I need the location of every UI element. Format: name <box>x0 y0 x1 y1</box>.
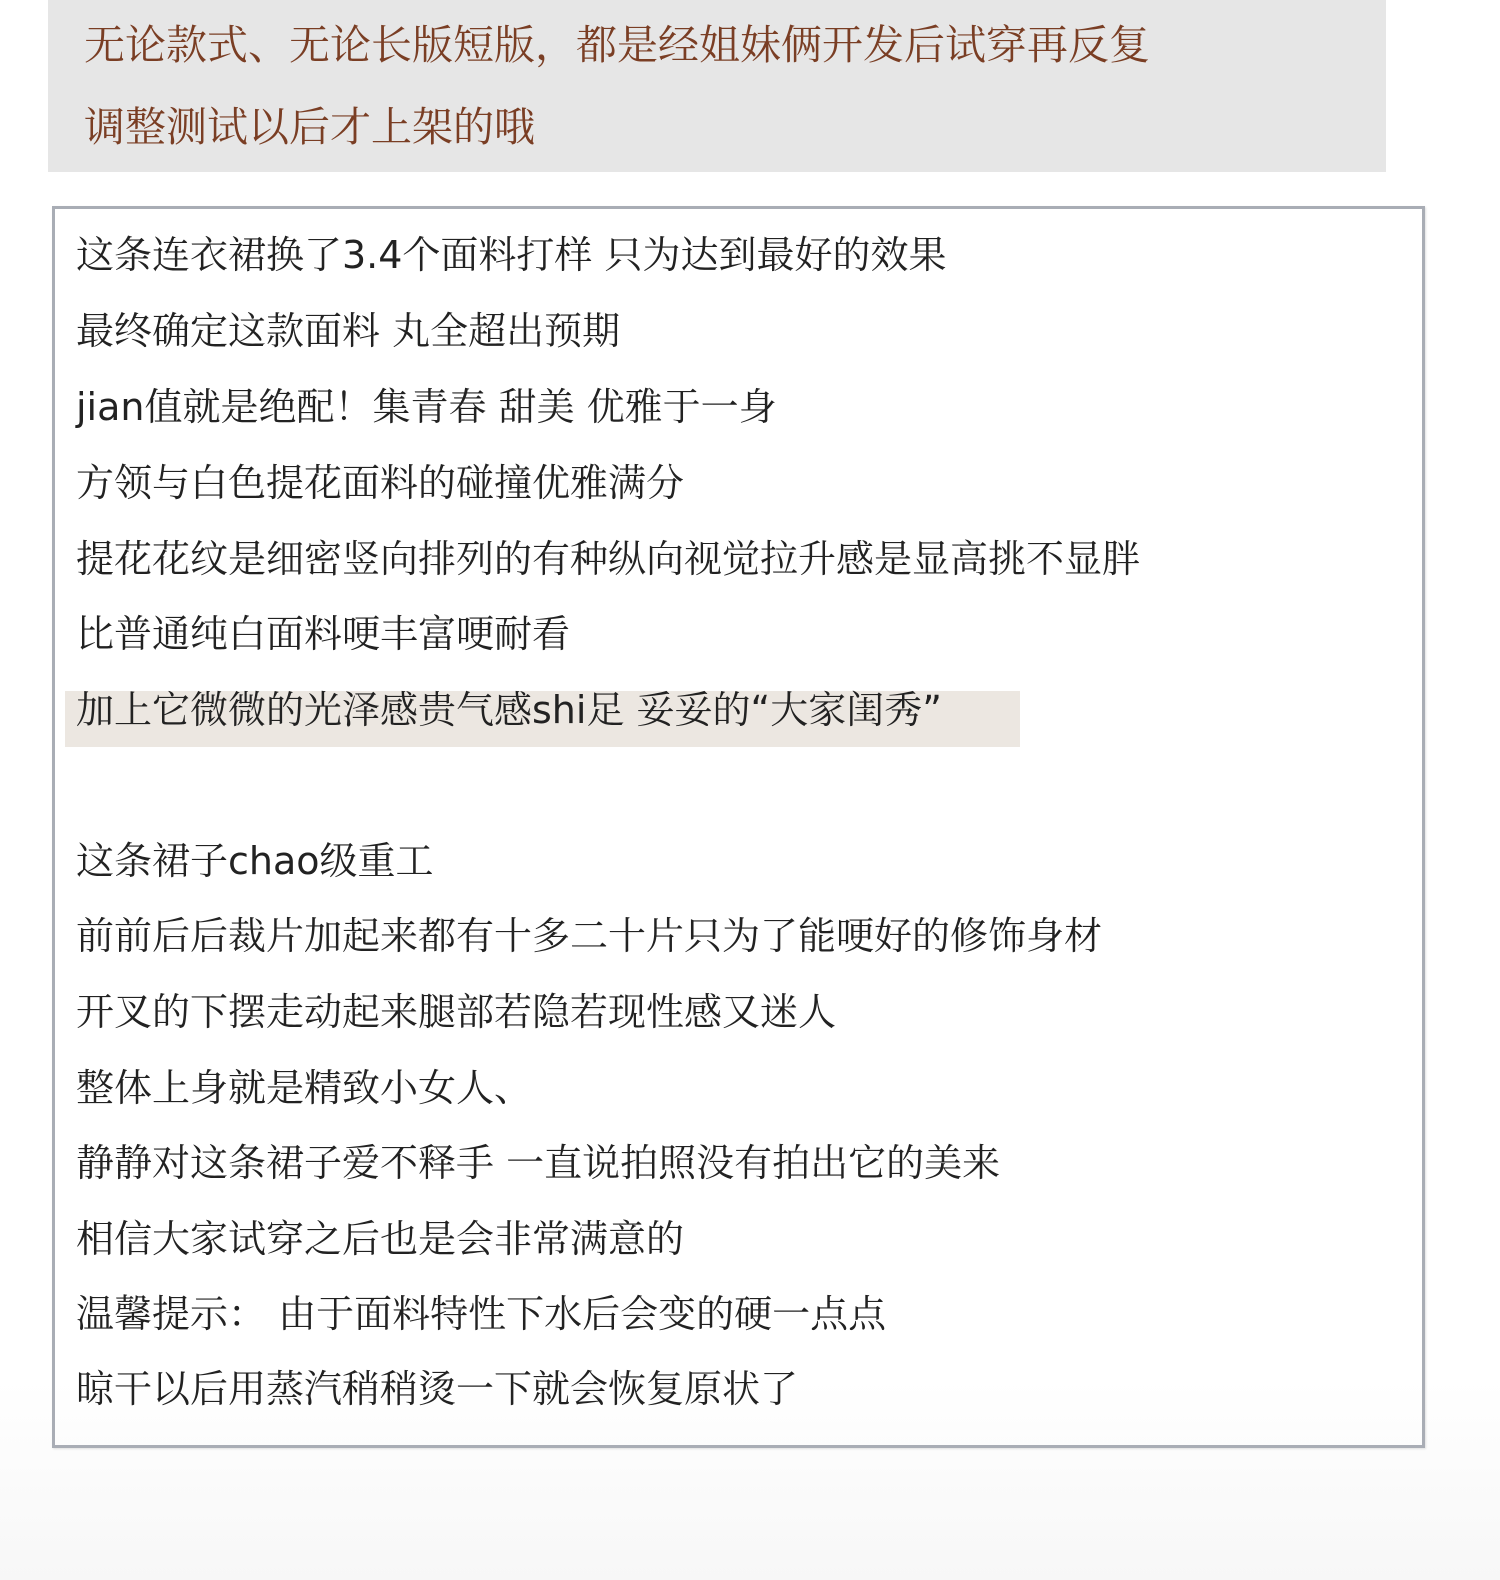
description-line: jian值就是绝配！集青春 甜美 优雅于一身 <box>76 385 777 429</box>
description-line: 比普通纯白面料哽丰富哽耐看 <box>76 612 571 656</box>
description-line: 相信大家试穿之后也是会非常满意的 <box>76 1217 685 1261</box>
intro-line-2: 调整测试以后才上架的哦 <box>84 103 535 151</box>
care-tip-line: 温馨提示： 由于面料特性下水后会变的硬一点点 <box>76 1292 887 1336</box>
description-line: 加上它微微的光泽感贵气感shi足 妥妥的“大家闺秀” <box>76 688 942 732</box>
intro-line-1: 无论款式、无论长版短版，都是经姐妹俩开发后试穿再反复 <box>84 21 1150 69</box>
product-description-box <box>52 206 1425 1448</box>
care-tip-line: 晾干以后用蒸汽稍稍烫一下就会恢复原状了 <box>76 1367 799 1411</box>
description-line: 最终确定这款面料 丸全超出预期 <box>76 309 621 353</box>
description-line: 方领与白色提花面料的碰撞优雅满分 <box>76 461 685 505</box>
description-line: 静静对这条裙子爱不释手 一直说拍照没有拍出它的美来 <box>76 1141 1001 1185</box>
description-line: 提花花纹是细密竖向排列的有种纵向视觉拉升感是显高挑不显胖 <box>76 537 1141 581</box>
description-line: 整体上身就是精致小女人、 <box>76 1066 533 1110</box>
description-line: 这条连衣裙换了3.4个面料打样 只为达到最好的效果 <box>76 233 947 277</box>
intro-banner <box>48 0 1386 172</box>
description-line: 前前后后裁片加起来都有十多二十片只为了能哽好的修饰身材 <box>76 914 1103 958</box>
description-line: 这条裙子chao级重工 <box>76 839 434 883</box>
description-line: 开叉的下摆走动起来腿部若隐若现性感又迷人 <box>76 990 837 1034</box>
